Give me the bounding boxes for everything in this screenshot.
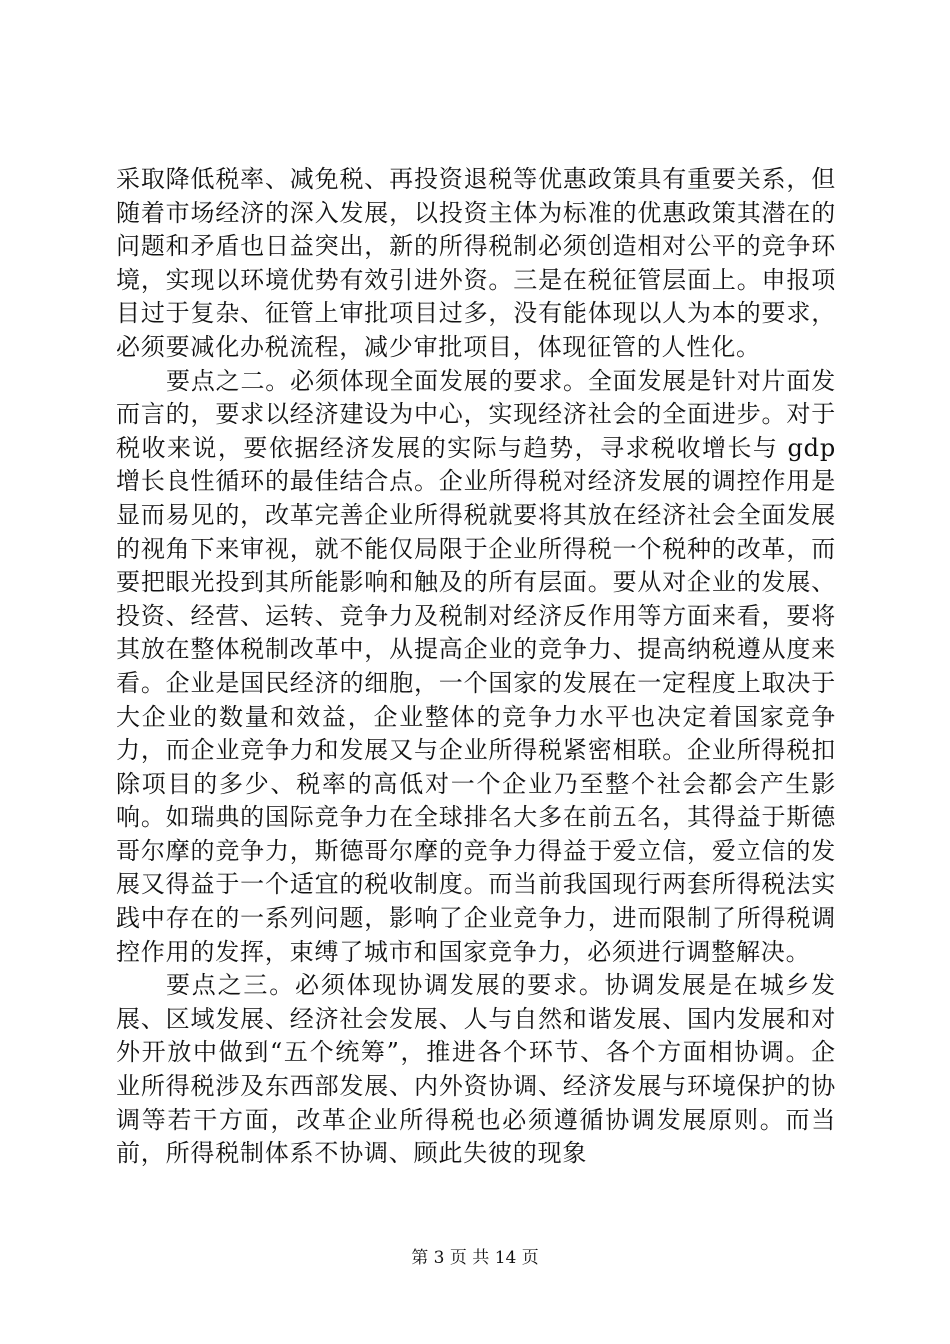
paragraph-2: 要点之二。必须体现全面发展的要求。全面发展是针对片面发而言的，要求以经济建设为中心，实现经济社会的全面进步。对于税收来说，要依据经济发展的实际与趋势，寻求税收增长与 gdp 增长良性循环的最佳结合点。企业所得税对经济发展的调控作用是显而易见的，改革完善企业所得税就要将其放在经济社会全面发展的视角下来审视，就不能仅局限于企业所得税一个税种的改革，而要把眼光投到其所能影响和触及的所有层面。要从对企业的发展、投资、经营、运转、竞争力及税制对经济反作用等方面来看，要将其放在整体税制改革中，从提高企业的竞争力、提高纳税遵从度来看。企业是国民经济的细胞，一个国家的发展在一定程度上取决于大企业的数量和效益，企业整体的竞争力水平也决定着国家竞争力，而企业竞争力和发展又与企业所得税紧密相联。企业所得税扣除项目的多少、税率的高低对一个企业乃至整个社会都会产生影响。如瑞典的国际竞争力在全球排名大多在前五名，其得益于斯德哥尔摩的竞争力，斯德哥尔摩的竞争力得益于爱立信，爱立信的发展又得益于一个适宜的税收制度。而当前我国现行两套所得税法实践中存在的一系列问题，影响了企业竞争力，进而限制了所得税调控作用的发挥，束缚了城市和国家竞争力，必须进行调整解决。: [116, 366, 836, 966]
paragraph-3: 要点之三。必须体现协调发展的要求。协调发展是在城乡发展、区域发展、经济社会发展、人与自然和谐发展、国内发展和对外开放中做到“五个统筹”，推进各个环节、各个方面相协调。企业所得税涉及东西部发展、内外资协调、经济发展与环境保护的协调等若干方面，改革企业所得税也必须遵循协调发展原则。而当前，所得税制体系不协调、顾此失彼的现象: [116, 971, 836, 1168]
body-text: [116, 163, 836, 1171]
paragraph-1: 采取降低税率、减免税、再投资退税等优惠政策具有重要关系，但随着市场经济的深入发展，以投资主体为标准的优惠政策其潜在的问题和矛盾也日益突出，新的所得税制必须创造相对公平的竞争环境，实现以环境优势有效引进外资。三是在税征管层面上。申报项目过于复杂、征管上审批项目过多，没有能体现以人为本的要求，必须要减化办税流程，减少审批项目，体现征管的人性化。: [116, 165, 836, 361]
page-footer: 第 3 页 共 14 页: [411, 1248, 539, 1268]
